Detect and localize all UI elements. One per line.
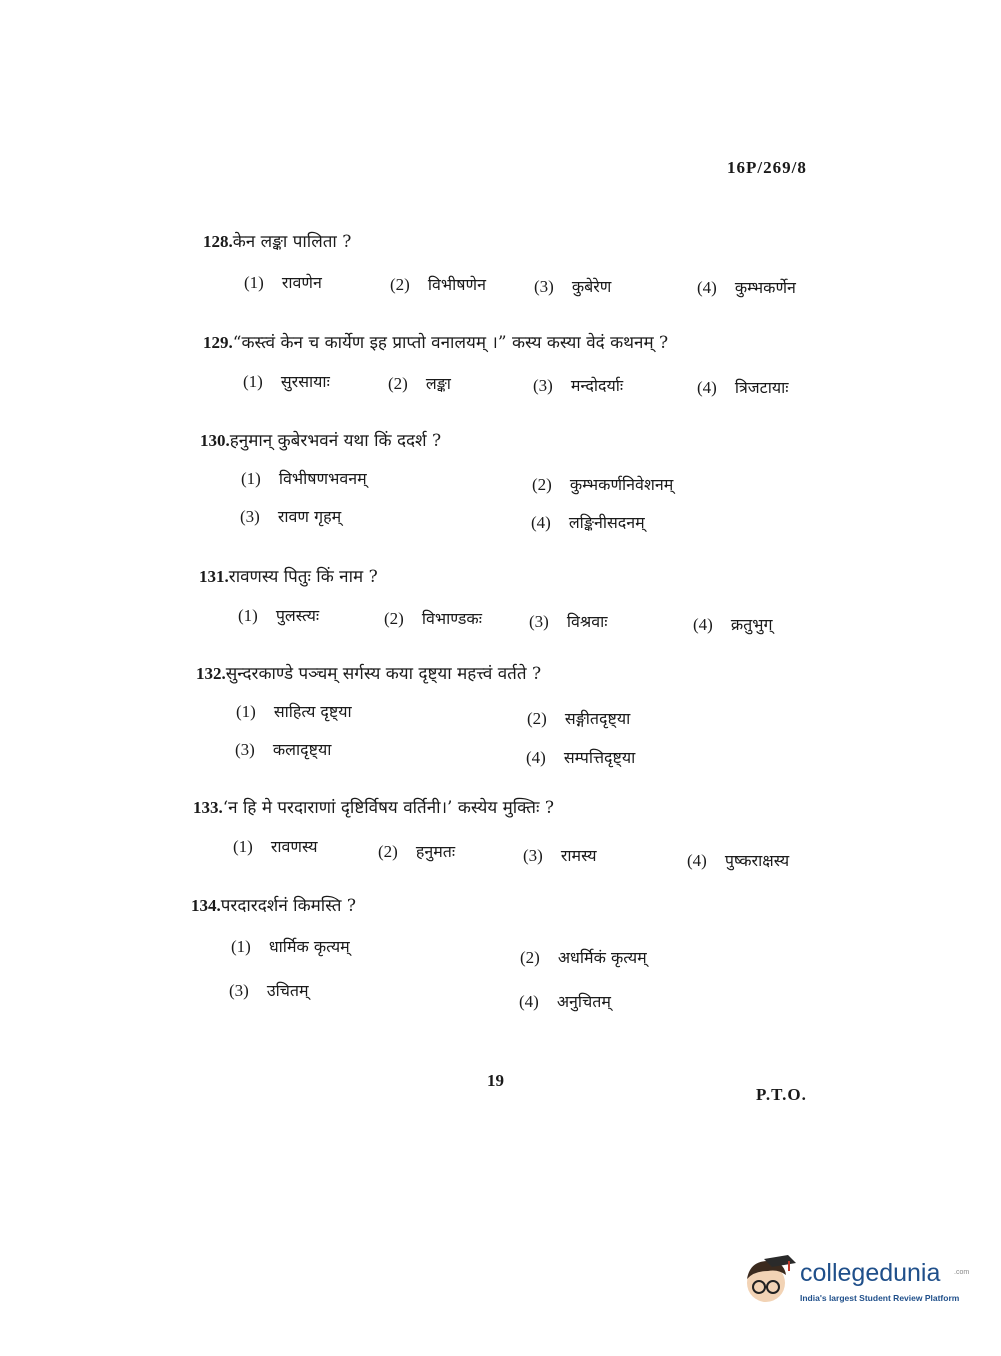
question-text: हनुमान् कुबेरभवनं यथा किं ददर्श ? — [229, 431, 442, 451]
option-130-2: (2) कुम्भकर्णनिवेशनम् — [532, 475, 674, 494]
option-129-3: (3) मन्दोदर्याः — [533, 376, 624, 395]
question-text: रावणस्य पितुः किं नाम ? — [228, 567, 378, 587]
logo-domain: .com — [954, 1269, 970, 1276]
option-131-1: (1) पुलस्त्यः — [238, 606, 320, 625]
mascot-icon — [742, 1253, 798, 1311]
option-130-4: (4) लङ्किनीसदनम् — [531, 513, 645, 532]
question-number: 132. — [196, 664, 226, 683]
option-128-4: (4) कुम्भकर्णेन — [697, 278, 796, 297]
question-text: ‘न हि मे परदाराणां दृष्टिर्विषय वर्तिनी।’ कस्येय मुक्तिः ? — [222, 798, 554, 818]
pto-label: P.T.O. — [756, 1085, 807, 1104]
page-number: 19 — [487, 1071, 504, 1090]
option-133-1: (1) रावणस्य — [233, 837, 318, 856]
question-number: 130. — [200, 431, 230, 450]
collegedunia-logo — [742, 1253, 972, 1313]
question-128 — [203, 229, 351, 252]
question-text: “कस्त्वं केन च कार्येण इह प्राप्तो वनालयम् ।” कस्य कस्या वेदं कथनम् ? — [232, 333, 669, 353]
option-133-4: (4) पुष्कराक्षस्य — [687, 851, 790, 870]
option-131-2: (2) विभाण्डकः — [384, 609, 482, 628]
option-134-1: (1) धार्मिक कृत्यम् — [231, 937, 350, 956]
option-132-1: (1) साहित्य दृष्ट्या — [236, 702, 352, 721]
option-129-1: (1) सुरसायाः — [243, 372, 330, 391]
option-133-3: (3) रामस्य — [523, 846, 597, 865]
question-number: 129. — [203, 333, 233, 352]
question-text: केन लङ्का पालिता ? — [232, 232, 352, 252]
option-128-2: (2) विभीषणेन — [390, 275, 486, 294]
question-text: सुन्दरकाण्डे पञ्चम् सर्गस्य कया दृष्ट्या महत्त्वं वर्तते ? — [225, 664, 542, 684]
option-134-2: (2) अधर्मिकं कृत्यम् — [520, 948, 647, 967]
question-text: परदारदर्शनं किमस्ति ? — [220, 896, 357, 916]
question-132 — [196, 661, 541, 684]
option-128-3: (3) कुबेरेण — [534, 277, 612, 296]
logo-wordmark: collegedunia — [800, 1259, 941, 1287]
option-132-4: (4) सम्पत्तिदृष्ट्या — [526, 748, 636, 767]
question-134 — [191, 893, 356, 916]
option-130-1: (1) विभीषणभवनम् — [241, 469, 367, 488]
option-132-2: (2) सङ्गीतदृष्ट्या — [527, 709, 631, 728]
option-129-2: (2) लङ्का — [388, 374, 451, 393]
paper-code: 16P/269/8 — [727, 158, 807, 177]
logo-tagline: India's largest Student Review Platform — [800, 1293, 960, 1303]
question-129 — [203, 330, 668, 353]
option-134-4: (4) अनुचितम् — [519, 992, 611, 1011]
option-131-4: (4) क्रतुभुग् — [693, 615, 773, 634]
option-130-3: (3) रावण गृहम् — [240, 507, 342, 526]
question-number: 133. — [193, 798, 223, 817]
question-133 — [193, 795, 554, 818]
question-131 — [199, 564, 378, 587]
question-number: 131. — [199, 567, 229, 586]
option-131-3: (3) विश्रवाः — [529, 612, 608, 631]
option-133-2: (2) हनुमतः — [378, 842, 456, 861]
question-130 — [200, 428, 441, 451]
option-132-3: (3) कलादृष्ट्या — [235, 740, 332, 759]
question-number: 128. — [203, 232, 233, 251]
option-134-3: (3) उचितम् — [229, 981, 309, 1000]
question-number: 134. — [191, 896, 221, 915]
option-128-1: (1) रावणेन — [244, 273, 322, 292]
option-129-4: (4) त्रिजटायाः — [697, 378, 789, 397]
